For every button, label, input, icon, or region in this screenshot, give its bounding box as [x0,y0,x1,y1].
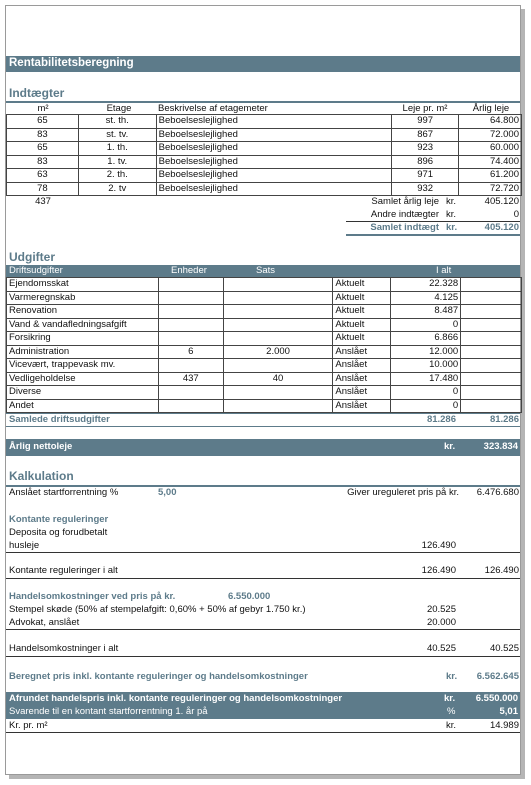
expense-cell-empty [461,372,522,386]
total-income-value: 405.120 [484,222,519,233]
income-cell-rate: 971 [392,169,459,183]
expense-cell-amount: 12.000 [391,345,461,359]
expense-cell-status: Anslået [333,359,391,373]
income-row [7,128,522,142]
income-cell-desc: Beboelseslejlighed [156,128,392,142]
trade-total-label: Handelsomkostninger i alt [9,643,119,654]
expense-cell-empty [461,278,522,292]
expense-cell-name: Renovation [7,305,159,319]
trade-total-b: 40.525 [489,643,519,654]
cash-rule-2 [6,578,520,579]
income-cell-rent: 61.200 [459,169,522,183]
income-cell-rate: 896 [392,155,459,169]
net-income-label: Årlig nettoleje [9,441,73,452]
income-col-rate: Leje pr. m² [402,103,448,114]
expense-row [7,359,522,373]
trade-heading: Handelsomkostninger ved pris på kr. [9,591,176,602]
expense-cell-empty [461,291,522,305]
other-income-unit: kr. [446,209,457,220]
income-cell-rent: 64.800 [459,115,522,129]
computed-label: Beregnet pris inkl. kontante reguleringer og handelsomkostninger [9,671,308,682]
income-cell-rent: 72.000 [459,128,522,142]
expense-cell-units: 437 [158,372,223,386]
expense-cell-amount: 0 [391,386,461,400]
trade-rule-2 [6,656,520,657]
expenses-col-rate: Sats [256,265,276,276]
cash-heading: Kontante reguleringer [9,514,109,525]
expense-cell-name: Varmeregnskab [7,291,159,305]
expense-cell-name: Forsikring [7,332,159,346]
cash-total-b: 126.490 [484,565,519,576]
deposit-value: 126.490 [421,540,456,551]
expense-cell-amount: 6.866 [391,332,461,346]
expense-row [7,278,522,292]
annual-rent-unit: kr. [446,196,457,207]
income-cell-floor: st. tv. [78,128,156,142]
income-cell-rate: 867 [392,128,459,142]
expense-row [7,291,522,305]
deposit-label-2: husleje [9,540,40,551]
expense-cell-status: Aktuelt [333,332,391,346]
income-row [7,142,522,156]
income-cell-rate: 997 [392,115,459,129]
expenses-header-bar [6,265,520,277]
expense-cell-rate: 2.000 [223,345,333,359]
income-col-floor: Etage [106,103,132,114]
expense-cell-empty [461,399,522,413]
calc-heading: Kalkulation [9,469,74,483]
income-table [6,114,522,196]
expense-cell-rate: 40 [223,372,333,386]
income-cell-desc: Beboelseslejlighed [156,169,392,183]
expense-cell-empty [461,345,522,359]
expense-cell-empty [461,359,522,373]
cash-rule-1 [6,552,520,553]
income-cell-desc: Beboelseslejlighed [156,182,392,196]
rounded-unit: kr. [444,693,456,704]
income-col-m2: m² [37,103,49,114]
income-cell-m2: 78 [7,182,79,196]
income-cell-rate: 932 [392,182,459,196]
income-total-m2: 437 [35,196,51,207]
expense-cell-rate [223,399,333,413]
total-income-unit: kr. [446,222,458,233]
expense-cell-empty [461,305,522,319]
per-m2-label: Kr. pr. m² [9,720,48,731]
cash-total-label: Kontante reguleringer i alt [9,565,118,576]
expenses-total-b: 81.286 [489,414,519,425]
total-income-label: Samlet indtægt [370,222,439,233]
expense-cell-units [158,332,223,346]
expense-cell-name: Vedligeholdelse [7,372,159,386]
expense-cell-name: Vicevært, trappevask mv. [7,359,159,373]
trade-total-a: 40.525 [426,643,456,654]
per-m2-value: 14.989 [489,720,519,731]
expense-row [7,399,522,413]
expense-cell-status: Aktuelt [333,291,391,305]
expense-cell-amount: 0 [391,318,461,332]
annual-rent-value: 405.120 [484,196,519,207]
deposit-label-1: Deposita og forudbetalt [9,527,108,538]
expense-cell-rate [223,305,333,319]
expense-cell-status: Anslået [333,386,391,400]
stamp-value: 20.525 [426,604,456,615]
income-cell-floor: 1. tv. [78,155,156,169]
expense-cell-units [158,359,223,373]
expenses-bottom-rule [6,426,520,427]
expense-cell-units [158,291,223,305]
expense-cell-units [158,305,223,319]
income-cell-rate: 923 [392,142,459,156]
lawyer-value: 20.000 [426,617,456,628]
income-bottom-rule [346,234,520,236]
expense-cell-amount: 17.480 [391,372,461,386]
report-page [5,5,521,775]
income-cell-m2: 65 [7,115,79,129]
income-cell-floor: st. th. [78,115,156,129]
expense-cell-empty [461,332,522,346]
income-heading: Indtægter [9,86,65,100]
expense-cell-units [158,399,223,413]
expenses-total-a: 81.286 [426,414,456,425]
income-row [7,155,522,169]
expenses-col-units: Enheder [171,265,207,276]
expenses-total-label: Samlede driftsudgifter [9,414,110,425]
interest-label: Anslået startforrentning % [9,487,119,498]
expense-cell-name: Andet [7,399,159,413]
lawyer-label: Advokat, anslået [9,617,80,628]
equiv-bar [6,706,520,719]
income-cell-floor: 2. th. [78,169,156,183]
expenses-col-total: I alt [436,265,452,276]
cash-total-a: 126.490 [421,565,456,576]
expense-cell-amount: 22.328 [391,278,461,292]
other-income-value: 0 [513,209,519,220]
income-cell-rent: 74.400 [459,155,522,169]
expense-cell-status: Anslået [333,399,391,413]
expense-cell-empty [461,386,522,400]
expense-cell-name: Diverse [7,386,159,400]
expense-cell-status: Anslået [333,372,391,386]
income-cell-m2: 65 [7,142,79,156]
income-cell-m2: 83 [7,128,79,142]
price-value: 6.476.680 [476,487,519,498]
net-income-bar [6,439,520,456]
income-cell-floor: 1. th. [78,142,156,156]
expense-row [7,386,522,400]
income-col-rent: Årlig leje [472,103,510,114]
rounded-value: 6.550.000 [475,693,518,704]
expense-cell-rate [223,291,333,305]
computed-unit: kr. [446,671,458,682]
income-cell-floor: 2. tv [78,182,156,196]
expense-cell-units [158,278,223,292]
expense-cell-name: Ejendomsskat [7,278,159,292]
income-cell-desc: Beboelseslejlighed [156,142,392,156]
income-cell-rent: 60.000 [459,142,522,156]
expense-cell-units [158,386,223,400]
equiv-unit: % [447,706,456,717]
equiv-value: 5,01 [499,706,518,717]
expense-cell-status: Aktuelt [333,278,391,292]
expense-cell-rate [223,318,333,332]
income-cell-m2: 83 [7,155,79,169]
expense-row [7,305,522,319]
equiv-label: Svarende til en kontant startforrentning 1. år på [9,706,208,717]
expense-cell-amount: 8.487 [391,305,461,319]
price-label: Giver ureguleret pris på kr. [347,487,459,498]
rounded-label: Afrundet handelspris inkl. kontante reguleringer og handelsomkostninger [9,693,343,704]
expense-cell-rate [223,359,333,373]
expense-cell-name: Administration [7,345,159,359]
expense-row [7,345,522,359]
expense-cell-status: Aktuelt [333,305,391,319]
expense-row [7,332,522,346]
expense-row [7,318,522,332]
net-income-value: 323.834 [483,441,518,452]
income-col-desc: Beskrivelse af etagemeter [158,103,268,114]
expense-cell-units: 6 [158,345,223,359]
income-cell-m2: 63 [7,169,79,183]
expenses-table [6,277,522,413]
annual-rent-label: Samlet årlig leje [371,196,439,207]
expense-cell-amount: 10.000 [391,359,461,373]
income-cell-rent: 72.720 [459,182,522,196]
expense-cell-units [158,318,223,332]
trade-price: 6.550.000 [228,591,271,602]
interest-value: 5,00 [158,487,177,498]
stamp-label: Stempel skøde (50% af stempelafgift: 0,60% + 50% af gebyr 1.750 kr.) [9,604,306,615]
expense-row [7,372,522,386]
net-income-unit: kr. [444,441,456,452]
rounded-price-bar [6,692,520,706]
expenses-col-name: Driftsudgifter [9,265,63,276]
expense-cell-amount: 4.125 [391,291,461,305]
computed-value: 6.562.645 [476,671,519,682]
expense-cell-rate [223,278,333,292]
expense-cell-status: Aktuelt [333,318,391,332]
income-row [7,169,522,183]
page-title: Rentabilitetsberegning [9,57,134,69]
expense-cell-empty [461,318,522,332]
expenses-heading: Udgifter [9,250,55,264]
per-m2-rule [6,732,520,733]
expense-cell-rate [223,386,333,400]
expense-cell-name: Vand & vandafledningsafgift [7,318,159,332]
income-row [7,182,522,196]
other-income-label: Andre indtægter [370,209,439,220]
expense-cell-amount: 0 [391,399,461,413]
title-bar [6,56,520,72]
income-cell-desc: Beboelseslejlighed [156,115,392,129]
income-cell-desc: Beboelseslejlighed [156,155,392,169]
income-row [7,115,522,129]
per-m2-unit: kr. [446,720,457,731]
expense-cell-rate [223,332,333,346]
expense-cell-status: Anslået [333,345,391,359]
trade-rule-1 [6,629,520,630]
